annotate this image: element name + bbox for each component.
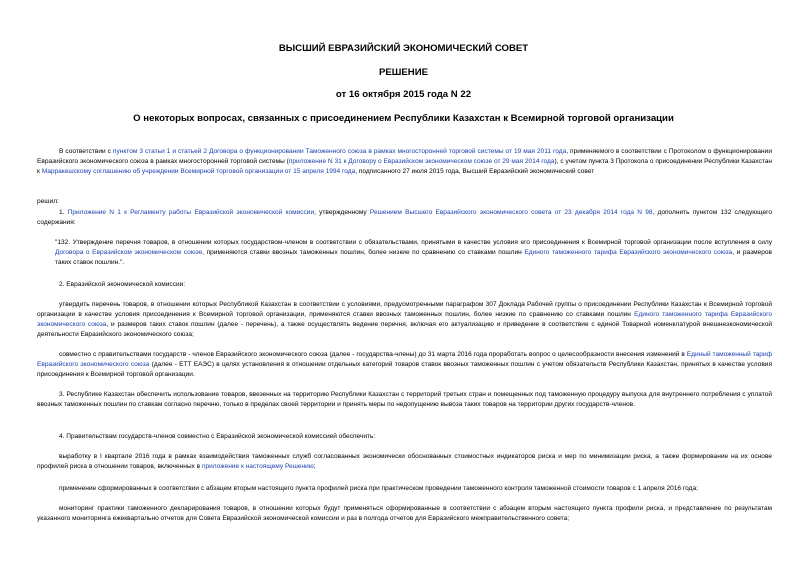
item-1-text-2: , утвержденному [314, 209, 370, 216]
preamble-text-4: , подписанного 27 июля 2015 года, Высший Евразийский экономический совет [355, 168, 595, 175]
item-4a-paragraph [37, 452, 772, 472]
item-4a-text-2: ; [313, 463, 316, 470]
item-1-text-3: , дополнить пунктом 132 следующего содержания: [37, 209, 772, 226]
preamble-text-3: ), с учетом пункта 3 Протокола о присоединении Республики Казахстан к [37, 158, 772, 175]
document-type-heading: РЕШЕНИЕ [378, 67, 429, 78]
item-4a-text-1: выработку в I квартале 2016 года в рамках взаимодействия таможенных служб согласованных экономически обоснованных стоимостных индикаторов риска и мер по минимизации риска, а также формирование на их основе профилей риска в отношении товаров, включенных в [37, 453, 772, 470]
document-title: О некоторых вопросах, связанных с присоединением Республики Казахстан к Всемирной торговой организации [133, 113, 674, 124]
item-2b-paragraph [37, 350, 772, 380]
link-common-customs-tariff-2[interactable]: Единого таможенного тарифа Евразийского экономического союза [37, 311, 772, 328]
link-customs-union-treaty[interactable]: пунктом 3 статьи 1 и статьей 2 Договора о функционировании Таможенного союза в рамках многосторонней торговой системы от 19 мая 2011 года [112, 148, 567, 155]
preamble-text-1: В соответствии с [59, 148, 113, 155]
link-marrakesh-agreement[interactable]: Марракешскому соглашению об учреждении Всемирной торговой организации от 15 апреля 1994 года [41, 168, 356, 175]
item-2b-text-1: совместно с правительствами государств - членов Евразийского экономического союза (далее - государства-члены) до 31 марта 2016 года проработать вопрос о целесообразности внесения изменений в [59, 351, 687, 358]
quote-132-text-3: , и размеров таких ставок пошлин.". [55, 249, 772, 266]
item-4b-paragraph: применение сформированных в соответствии с абзацем вторым настоящего пункта профилей риска при практическом проведении таможенного контроля таможенной стоимости товаров с 1 апреля 2016 года; [59, 485, 698, 492]
item-4c-paragraph: мониторинг практики таможенного декларирования товаров, в отношении которых будут применяться сформированные в соответствии с абзацем вторым настоящего пункта профили риска, и представление по результатам указанного мониторинга ежеквартально отчетов для Совета Евразийской экономической комиссии и раз в полгода отчетов для Евразийского межправительственного совета; [37, 505, 772, 522]
preamble-text-2: , применяемого в соответствии с Протоколом о функционировании Евразийского экономического союза в рамках многосторонней торговой системы ( [37, 148, 772, 165]
item-2b-text-2: (далее - ЕТТ ЕАЭС) в целях установления в отношении отдельных категорий товаров ставок ввозных таможенных пошлин с учетом обязательств Республики Казахстан, принятых в качестве условия присоединения к Всемирной торговой организации. [37, 361, 772, 378]
issuer-heading: ВЫСШИЙ ЕВРАЗИЙСКИЙ ЭКОНОМИЧЕСКИЙ СОВЕТ [278, 43, 529, 54]
preamble-paragraph [37, 147, 772, 177]
link-common-customs-tariff[interactable]: Единого таможенного тарифа Евразийского экономического союза [524, 249, 733, 256]
item-2a-text-1: утвердить перечень товаров, в отношении которых Республикой Казахстан в соответствии с условиями, предусмотренными параграфом 307 Доклада Рабочей группы о присоединении Республики Казахстан к Всемирной торговой организации в качестве условия присоединения к Всемирной торговой организации, применяются ставки ввозных таможенных пошлин, более низкие по сравнению со ставками пошлин [37, 301, 772, 318]
link-decision-98[interactable]: Решением Высшего Евразийского экономического совета от 23 декабря 2014 года N 98 [369, 209, 653, 216]
link-eaeu-treaty[interactable]: Договора о Евразийском экономическом союзе [55, 249, 203, 256]
link-unified-customs-tariff[interactable]: Единый таможенный тариф Евразийского экономического союза [37, 351, 772, 368]
item-2-paragraph: 2. Евразийской экономической комиссии: [59, 281, 186, 288]
link-commission-regulations-annex-1[interactable]: Приложение N 1 к Регламенту работы Евразийской экономической комиссии [67, 209, 315, 216]
quote-132-text-2: , применяются ставки ввозных таможенных пошлин, более низкие по сравнению со ставками пошлин [202, 249, 525, 256]
item-3-paragraph: 3. Республике Казахстан обеспечить использование товаров, ввезенных на территорию Республики Казахстан с территорий третьих стран и помещенных под таможенную процедуру выпуска для внутреннего потребления с уплатой ввозных таможенных пошлин по ставкам согласно перечню, только в пределах своей территории и принять меры по недопущению вывоза таких товаров на территории других государств-членов. [37, 391, 772, 408]
link-annex-31-eaeu-treaty[interactable]: приложение N 31 к Договору о Евразийском экономическом союзе от 29 мая 2014 года [288, 158, 555, 165]
quote-132-text-1: "132. Утверждение перечня товаров, в отношении которых государством-членом в соответствии с обязательствами, принятыми в качестве условия его присоединения к Всемирной торговой организации после вступления в силу [55, 239, 772, 246]
item-4-paragraph: 4. Правительствам государств-членов совместно с Евразийской экономической комиссией обеспечить: [59, 433, 376, 440]
item-2a-paragraph [37, 300, 772, 340]
quote-132-paragraph [55, 238, 772, 268]
item-2a-text-2: , и размеров таких ставок пошлин (далее - перечень), а также осуществлять ведение перечня, включая его актуализацию и приведение в соответствие с единой Товарной номенклатурой внешнеэкономической деятельности Евразийского экономического союза; [37, 321, 773, 338]
item-1-number: 1. [59, 209, 68, 216]
item-1-paragraph [37, 208, 772, 228]
resolved-label: решил: [37, 198, 59, 205]
document-date-heading: от 16 октября 2015 года N 22 [335, 89, 472, 100]
link-annex-to-decision[interactable]: приложение к настоящему Решению [201, 463, 314, 470]
